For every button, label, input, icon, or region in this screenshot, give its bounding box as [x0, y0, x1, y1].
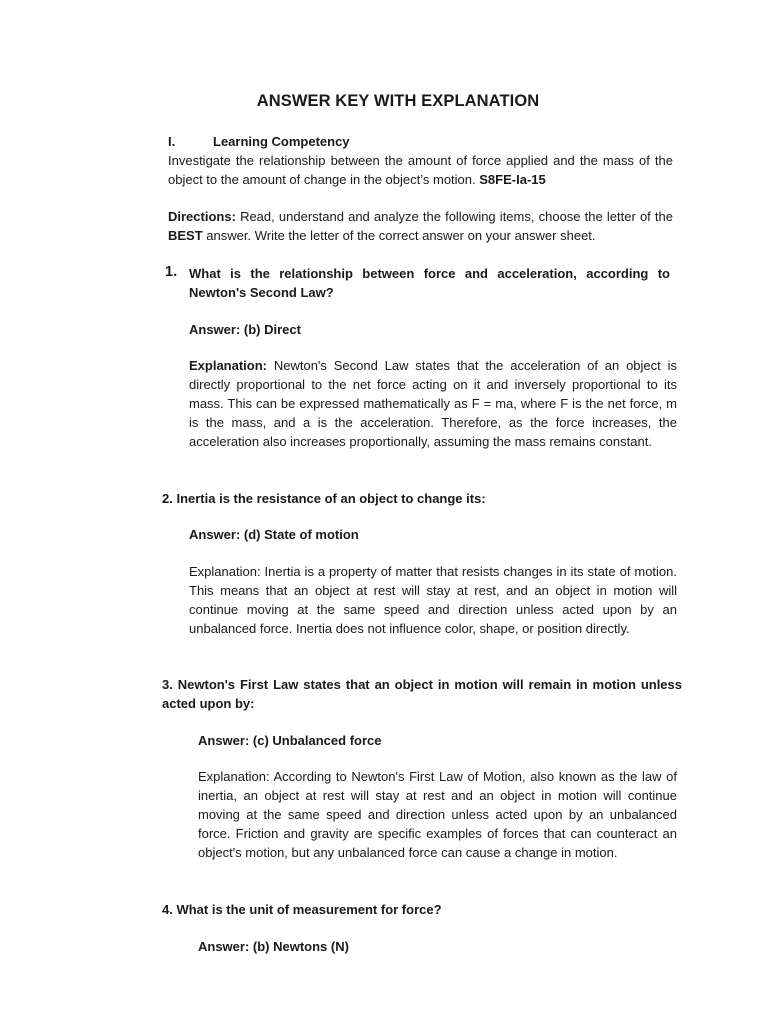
item-3-question: 3. Newton's First Law states that an object in motion will remain in motion unless acted upon by:: [162, 677, 682, 711]
directions-label: Directions:: [168, 209, 236, 224]
item-1-explanation: [189, 356, 677, 451]
directions-text-before: Read, understand and analyze the following items, choose the letter of the: [240, 209, 673, 224]
item-2-question: 2. Inertia is the resistance of an object to change its:: [162, 491, 486, 506]
competency-body: Investigate the relationship between the amount of force applied and the mass of the object to the amount of change in the object’s motion.: [168, 153, 673, 187]
item-2-explanation: Explanation: Inertia is a property of matter that resists changes in its state of motion. This means that an object at rest will stay at rest, and an object in motion will continue moving at the same speed and direction unless acted upon by an unbalanced force. Inertia does not influence color, shape, or position directly.: [189, 564, 677, 636]
directions-text-after: answer. Write the letter of the correct answer on your answer sheet.: [206, 228, 596, 243]
item-3-answer: Answer: (c) Unbalanced force: [198, 733, 382, 748]
section-title: Learning Competency: [213, 134, 350, 149]
section-number: I.: [168, 134, 176, 149]
learning-competency-text: [168, 151, 673, 189]
item-2-answer: Answer: (d) State of motion: [189, 527, 359, 542]
item-4-answer: Answer: (b) Newtons (N): [198, 939, 349, 954]
item-1-answer: Answer: (b) Direct: [189, 322, 301, 337]
directions-paragraph: [168, 207, 673, 245]
item-1-question: What is the relationship between force and acceleration, according to Newton's Second Law?: [189, 266, 670, 300]
competency-code: S8FE-Ia-15: [479, 172, 546, 187]
item-1-explanation-label: Explanation:: [189, 358, 268, 373]
item-4-question: 4. What is the unit of measurement for force?: [162, 902, 442, 917]
item-1-number: 1.: [165, 264, 178, 280]
page-title: ANSWER KEY WITH EXPLANATION: [256, 92, 540, 110]
item-3-explanation: Explanation: According to Newton's First Law of Motion, also known as the law of inertia, an object at rest will stay at rest and an object in motion will continue moving at the same speed and direction unless acted upon by an unbalanced force. Friction and gravity are specific examples of forces that can counteract an object's motion, but any unbalanced force can cause a change in motion.: [198, 769, 677, 860]
item-1-explanation-text: Newton's Second Law states that the acceleration of an object is directly proportional to the net force acting on it and inversely proportional to its mass. This can be expressed mathematically as F = ma, where F is the net force, m is the mass, and a is the acceleration. Therefore, as the force increases, the acceleration also increases proportionally, assuming the mass remains constant.: [189, 358, 677, 449]
directions-emphasis: BEST: [168, 228, 203, 243]
